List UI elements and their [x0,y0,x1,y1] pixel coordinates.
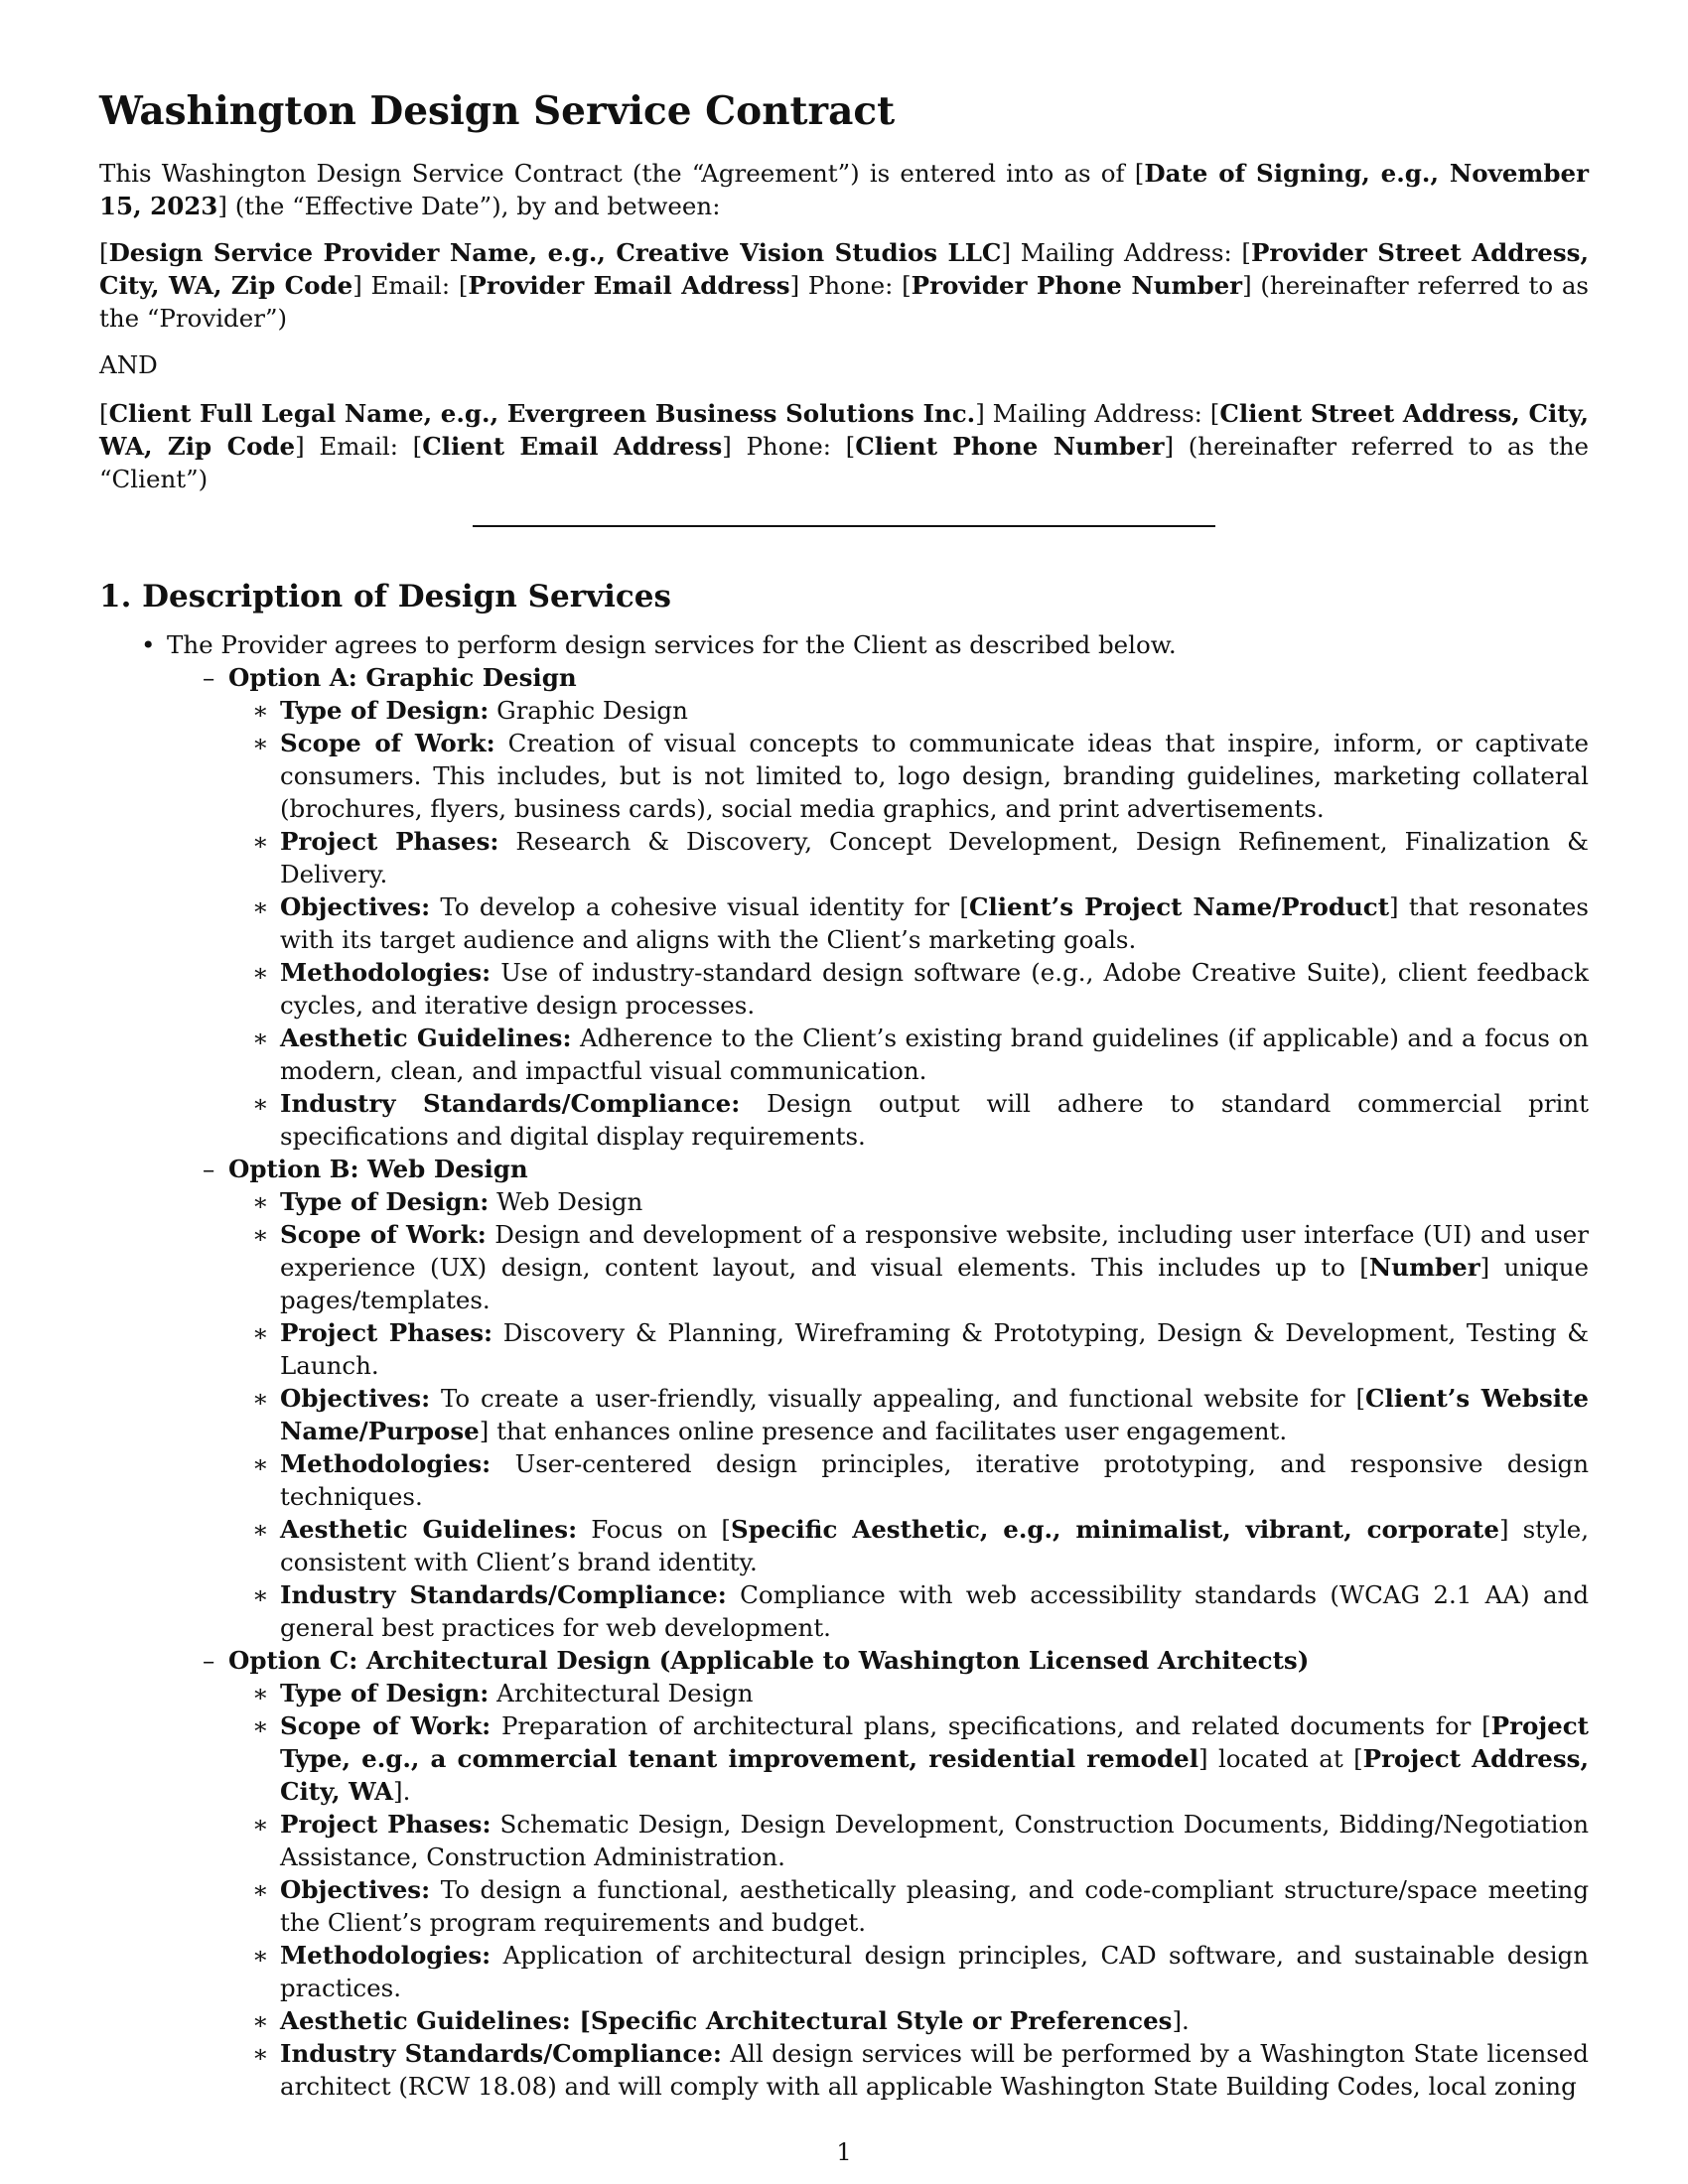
date-placeholder: Date of Signing, e.g., November 15, 2023 [99,159,1589,220]
list-item: ∗ Scope of Work: Creation of visual concepts to communicate ideas that inspire, inform, or captivate consumers. This includes, but is not limited to, logo design, branding guidelines, marketing collateral (brochures, flyers, business cards), social media graphics, and print advertisements. [280,727,1589,825]
list-item: ∗ Methodologies: Use of industry-standard design software (e.g., Adobe Creative Suite), client feedback cycles, and iterative design processes. [280,956,1589,1022]
document-title: Washington Design Service Contract [99,88,896,134]
provider-email-placeholder: Provider Email Address [468,271,790,300]
list-item: ∗ Industry Standards/Compliance: Design output will adhere to standard commercial print specifications and digital display requirements. [280,1087,1589,1153]
option-heading: Option A: Graphic Design [228,663,577,692]
option-c-details [228,1677,1589,2103]
intro-text: ] (the “Effective Date”), by and between: [217,192,721,220]
client-paragraph: [Client Full Legal Name, e.g., Evergreen Business Solutions Inc.] Mailing Address: [Client Street Address, City, WA, Zip Code] Email: [Client Email Address] Phone: [Client Phone Number] (hereinafter referred to as the “Client”) [99,399,1589,493]
list-item: ∗ Methodologies: User-centered design principles, iterative prototyping, and responsive design techniques. [280,1447,1589,1513]
list-item: ∗ Industry Standards/Compliance: All design services will be performed by a Washington State licensed architect (RCW 18.08) and will comply with all applicable Washington State Building Codes, local zoning [280,2037,1589,2103]
list-item: ∗ Industry Standards/Compliance: Compliance with web accessibility standards (WCAG 2.1 AA) and general best practices for web development. [280,1578,1589,1644]
list-item: ∗ Project Phases: Discovery & Planning, Wireframing & Prototyping, Design & Development, Testing & Launch. [280,1316,1589,1382]
option-a-details [228,694,1589,1153]
option-b-details [228,1185,1589,1644]
list-item: ∗ Scope of Work: Preparation of architectural plans, specifications, and related documents for [Project Type, e.g., a commercial tenant improvement, residential remodel] located at [Project Address, City, WA]. [280,1709,1589,1808]
client-email-placeholder: Client Email Address [422,432,723,461]
list-item: ∗ Scope of Work: Design and development of a responsive website, including user interface (UI) and user experience (UX) design, content layout, and visual elements. This includes up to [Number] unique pages/templates. [280,1218,1589,1316]
section-heading: 1. Description of Design Services [99,579,671,614]
list-item: ∗ Type of Design: Architectural Design [280,1677,1589,1709]
client-phone-placeholder: Client Phone Number [855,432,1165,461]
client-name-placeholder: Client Full Legal Name, e.g., Evergreen Business Solutions Inc. [108,399,976,428]
list-item: ∗ Aesthetic Guidelines: [Specific Architectural Style or Preferences]. [280,2004,1589,2037]
list-item: ∗ Methodologies: Application of architectural design principles, CAD software, and sustainable design practices. [280,1939,1589,2004]
provider-name-placeholder: Design Service Provider Name, e.g., Creative Vision Studios LLC [108,238,1002,267]
list-item: ∗ Objectives: To create a user-friendly, visually appealing, and functional website for [Client’s Website Name/Purpose] that enhances online presence and facilitates user engagement. [280,1382,1589,1447]
client-address-placeholder: Client Street Address, City, WA, Zip Code [99,399,1589,461]
intro-paragraph [99,157,1589,222]
provider-address-placeholder: Provider Street Address, City, WA, Zip Code [99,238,1589,300]
option-b [228,1153,1589,1644]
provider-paragraph: [Design Service Provider Name, e.g., Creative Vision Studios LLC] Mailing Address: [Provider Street Address, City, WA, Zip Code] Email: [Provider Email Address] Phone: [Provider Phone Number] (hereinafter referred to as the “Provider”) [99,238,1590,333]
option-c [228,1644,1589,2103]
and-separator: AND [99,350,158,379]
list-item: ∗ Objectives: To design a functional, aesthetically pleasing, and code-compliant structure/space meeting the Client’s program requirements and budget. [280,1873,1589,1939]
services-list [99,628,1589,2103]
options-list [167,661,1589,2103]
list-item: ∗ Objectives: To develop a cohesive visual identity for [Client’s Project Name/Product] that resonates with its target audience and aligns with the Client’s marketing goals. [280,890,1589,956]
list-item: ∗ Project Phases: Schematic Design, Design Development, Construction Documents, Bidding/Negotiation Assistance, Construction Administration. [280,1808,1589,1873]
option-a [228,661,1589,1153]
horizontal-rule [473,525,1215,527]
list-item: ∗ Aesthetic Guidelines: Focus on [Specific Aesthetic, e.g., minimalist, vibrant, corporate] style, consistent with Client’s brand identity. [280,1513,1589,1578]
list-item: ∗ Type of Design: Graphic Design [280,694,1589,727]
list-item: ∗ Aesthetic Guidelines: Adherence to the Client’s existing brand guidelines (if applicable) and a focus on modern, clean, and impactful visual communication. [280,1022,1589,1087]
list-item: ∗ Type of Design: Web Design [280,1185,1589,1218]
option-heading: Option C: Architectural Design (Applicable to Washington Licensed Architects) [228,1646,1310,1675]
page-number: 1 [836,2138,852,2166]
list-item: ∗ Project Phases: Research & Discovery, Concept Development, Design Refinement, Finalization & Delivery. [280,825,1589,890]
provider-phone-placeholder: Provider Phone Number [911,271,1243,300]
list-item: • The Provider agrees to perform design services for the Client as described below. – Option A: Graphic Design ∗ Type of Design: Graphic Design ∗ Scope of Work: Creation of visual concepts to communicate ideas that inspire, inform, or captivate consumers. This includes, but is not limited to, logo design, branding guidelines, marketing collateral (brochures, flyers, business cards), social media graphics, and print advertisements. ∗ Project Phases: Research & Discovery, Concept Development, Design Refinement, Finalization & Delivery. ∗ Objectives: To develop a cohesive visual identity for [Client’s Project Name/Product] that resonates with its target audience and aligns with the Client’s marketing goals. ∗ Methodologies: Use of industry-standard design software (e.g., Adobe Creative Suite), client feedback cycles, and iterative design processes. ∗ Aesthetic Guidelines: Adherence to the Client’s existing brand guidelines (if applicable) and a focus on modern, clean, and impactful visual communication. ∗ Industry Standards/Compliance: Design output will adhere to standard commercial print specifications and digital display requirements. – Option B: Web Design ∗ Type of Design: Web Design ∗ Scope of Work: Design and development of a responsive website, including user interface (UI) and user experience (UX) design, content layout, and visual elements. This includes up to [Number] unique pages/templates. ∗ Project Phases: Discovery & Planning, Wireframing & Prototyping, Design & Development, Testing & Launch. ∗ Objectives: To create a user-friendly, visually appealing, and functional website for [Client’s Website Name/Purpose] that enhances online presence and facilitates user engagement. ∗ Methodologies: User-centered design principles, iterative prototyping, and responsive design techniques. ∗ Aesthetic Guidelines: Focus on [Specific Aesthetic, e.g., minimalist, vibrant, corporate] style, consistent with Client’s brand identity. ∗ Industry Standards/Compliance: Compliance with web accessibility standards (WCAG 2.1 AA) and general best practices for web development. – Option C: Architectural Design (Applicable to Washington Licensed Architects) ∗ Type of Design: Architectural Design ∗ Scope of Work: Preparation of architectural plans, specifications, and related documents for [Project Type, e.g., a commercial tenant improvement, residential remodel] located at [Project Address, City, WA]. ∗ Project Phases: Schematic Design, Design Development, Construction Documents, Bidding/Negotiation Assistance, Construction Administration. ∗ Objectives: To design a functional, aesthetically pleasing, and code-compliant structure/space meeting the Client’s program requirements and budget. ∗ Methodologies: Application of architectural design principles, CAD software, and sustainable design practices. ∗ Aesthetic Guidelines: [Specific Architectural Style or Preferences]. ∗ Industry Standards/Compliance: All design services will be performed by a Washington State licensed architect (RCW 18.08) and will comply with all applicable Washington State Building Codes, local zoning [167,628,1589,2103]
intro-text: This Washington Design Service Contract (the “Agreement”) is entered into as of [ [99,159,1145,188]
option-heading: Option B: Web Design [228,1155,528,1183]
